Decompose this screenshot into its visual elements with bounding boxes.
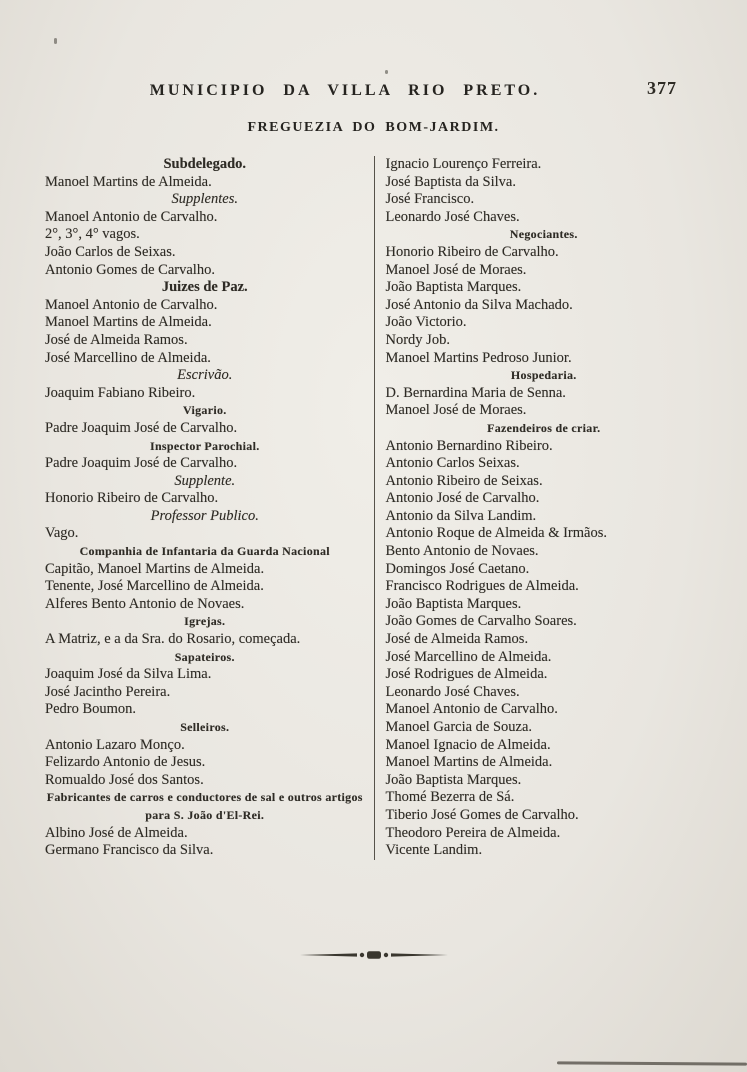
name-line: Antonio Carlos Seixas. xyxy=(385,455,520,472)
name-line: Antonio Lazaro Monço. xyxy=(45,736,185,753)
name-line: Antonio Roque de Almeida & Irmãos. xyxy=(385,525,607,542)
section-heading: Inspector Parochial. xyxy=(149,438,260,453)
name-line: Padre Joaquim José de Carvalho. xyxy=(45,419,238,436)
ornamental-divider-icon xyxy=(299,948,449,962)
name-line: João Carlos de Seixas. xyxy=(45,243,176,260)
name-line: Alferes Bento Antonio de Novaes. xyxy=(45,595,245,612)
name-line: José Rodrigues de Almeida. xyxy=(385,666,548,683)
section-heading: Supplente. xyxy=(174,472,236,489)
section-heading: Supplentes. xyxy=(171,191,238,208)
name-line: Antonio da Silva Landim. xyxy=(385,507,537,524)
name-line: A Matriz, e a da Sra. do Rosario, começada. xyxy=(45,631,301,648)
name-line: Honorio Ribeiro de Carvalho. xyxy=(385,243,559,260)
name-line: Pedro Boumon. xyxy=(45,701,137,718)
section-heading: Subdelegado. xyxy=(163,156,247,172)
name-line: Antonio José de Carvalho. xyxy=(385,490,540,507)
section-heading: Hospedaria. xyxy=(510,368,577,383)
right-column xyxy=(374,156,706,860)
name-line: Francisco Rodrigues de Almeida. xyxy=(385,578,579,595)
name-line: Vicente Landim. xyxy=(385,842,483,859)
section-heading: Juizes de Paz. xyxy=(161,279,248,296)
name-line: José Baptista da Silva. xyxy=(385,173,516,190)
name-line: Antonio Gomes de Carvalho. xyxy=(45,261,215,278)
name-line: Honorio Ribeiro de Carvalho. xyxy=(45,490,219,507)
page-title: MUNICIPIO DA VILLA RIO PRETO. xyxy=(149,82,541,99)
name-line: Manoel Martins de Almeida. xyxy=(45,173,212,190)
freguezia-subtitle: FREGUEZIA DO BOM-JARDIM. xyxy=(247,120,500,135)
name-line: José Francisco. xyxy=(385,191,475,208)
name-line: Leonardo José Chaves. xyxy=(385,683,520,700)
name-line: Domingos José Caetano. xyxy=(385,560,530,577)
name-line: Antonio Bernardino Ribeiro. xyxy=(385,437,553,454)
name-line: João Victorio. xyxy=(385,314,467,331)
name-line: Manoel Antonio de Carvalho. xyxy=(385,701,558,718)
page-number: 377 xyxy=(647,78,677,98)
name-line: José Antonio da Silva Machado. xyxy=(385,296,573,313)
left-column xyxy=(42,156,374,860)
section-heading: Negociantes. xyxy=(509,227,578,242)
name-line: Ignacio Lourenço Ferreira. xyxy=(385,156,542,172)
name-line: Padre Joaquim José de Carvalho. xyxy=(45,455,238,472)
name-line: Manoel Martins de Almeida. xyxy=(385,754,553,771)
name-line: Antonio Ribeiro de Seixas. xyxy=(385,472,543,489)
name-line: Joaquim José da Silva Lima. xyxy=(45,666,212,683)
name-line: 2°, 3°, 4° vagos. xyxy=(45,226,140,243)
name-line: José Marcellino de Almeida. xyxy=(385,648,552,665)
name-line: João Baptista Marques. xyxy=(385,595,522,612)
section-heading: Sapateiros. xyxy=(174,649,235,664)
name-line: Joaquim Fabiano Ribeiro. xyxy=(45,384,196,401)
name-line: Manoel Antonio de Carvalho. xyxy=(45,296,218,313)
section-heading: Fabricantes de carros e conductores de sal e outros artigos para S. João d'El-Rei. xyxy=(46,790,363,822)
name-line: Romualdo José dos Santos. xyxy=(45,771,204,788)
name-line: Vago. xyxy=(45,525,79,542)
two-column-text xyxy=(42,156,705,860)
name-line: Felizardo Antonio de Jesus. xyxy=(45,754,206,771)
page-header xyxy=(45,82,645,100)
section-heading: Fazendeiros de criar. xyxy=(487,420,601,435)
name-line: Germano Francisco da Silva. xyxy=(45,842,214,859)
name-line: José de Almeida Ramos. xyxy=(385,631,529,648)
name-line: Tenente, José Marcellino de Almeida. xyxy=(45,578,264,595)
name-line: Theodoro Pereira de Almeida. xyxy=(385,824,561,841)
section-heading: Escrivão. xyxy=(177,367,233,384)
ornament-row xyxy=(0,948,747,962)
name-line: João Baptista Marques. xyxy=(385,771,522,788)
name-line: Tiberio José Gomes de Carvalho. xyxy=(385,806,579,823)
section-heading: Selleiros. xyxy=(180,720,230,734)
name-line: José de Almeida Ramos. xyxy=(45,331,188,348)
name-line: D. Bernardina Maria de Senna. xyxy=(385,384,566,401)
section-heading: Igrejas. xyxy=(184,614,226,629)
name-line: Capitão, Manoel Martins de Almeida. xyxy=(45,560,265,577)
name-line: João Baptista Marques. xyxy=(385,279,522,296)
section-heading: Vigario. xyxy=(182,403,227,418)
name-line: João Gomes de Carvalho Soares. xyxy=(385,613,577,630)
name-line: Albino José de Almeida. xyxy=(45,824,188,841)
section-heading: Professor Publico. xyxy=(150,507,259,524)
name-line: Manoel Ignacio de Almeida. xyxy=(385,736,551,753)
name-line: José Jacintho Pereira. xyxy=(45,683,171,700)
scan-speck xyxy=(385,70,388,74)
name-line: Manoel Martins Pedroso Junior. xyxy=(385,349,572,366)
name-line: Leonardo José Chaves. xyxy=(385,208,520,225)
name-line: José Marcellino de Almeida. xyxy=(45,349,211,366)
name-line: Manoel Antonio de Carvalho. xyxy=(45,208,218,225)
name-line: Thomé Bezerra de Sá. xyxy=(385,789,515,806)
name-line: Bento Antonio de Novaes. xyxy=(385,543,539,560)
name-line: Manoel Martins de Almeida. xyxy=(45,314,212,331)
section-heading: Companhia de Infantaria da Guarda Nacional xyxy=(79,544,330,559)
scan-edge-artifact xyxy=(557,1061,747,1065)
name-line: Nordy Job. xyxy=(385,331,450,348)
scan-speck xyxy=(54,38,57,44)
name-line: Manoel José de Moraes. xyxy=(385,261,527,278)
name-line: Manoel José de Moraes. xyxy=(385,402,527,419)
subtitle-row xyxy=(0,120,747,136)
name-line: Manoel Garcia de Souza. xyxy=(385,719,533,735)
